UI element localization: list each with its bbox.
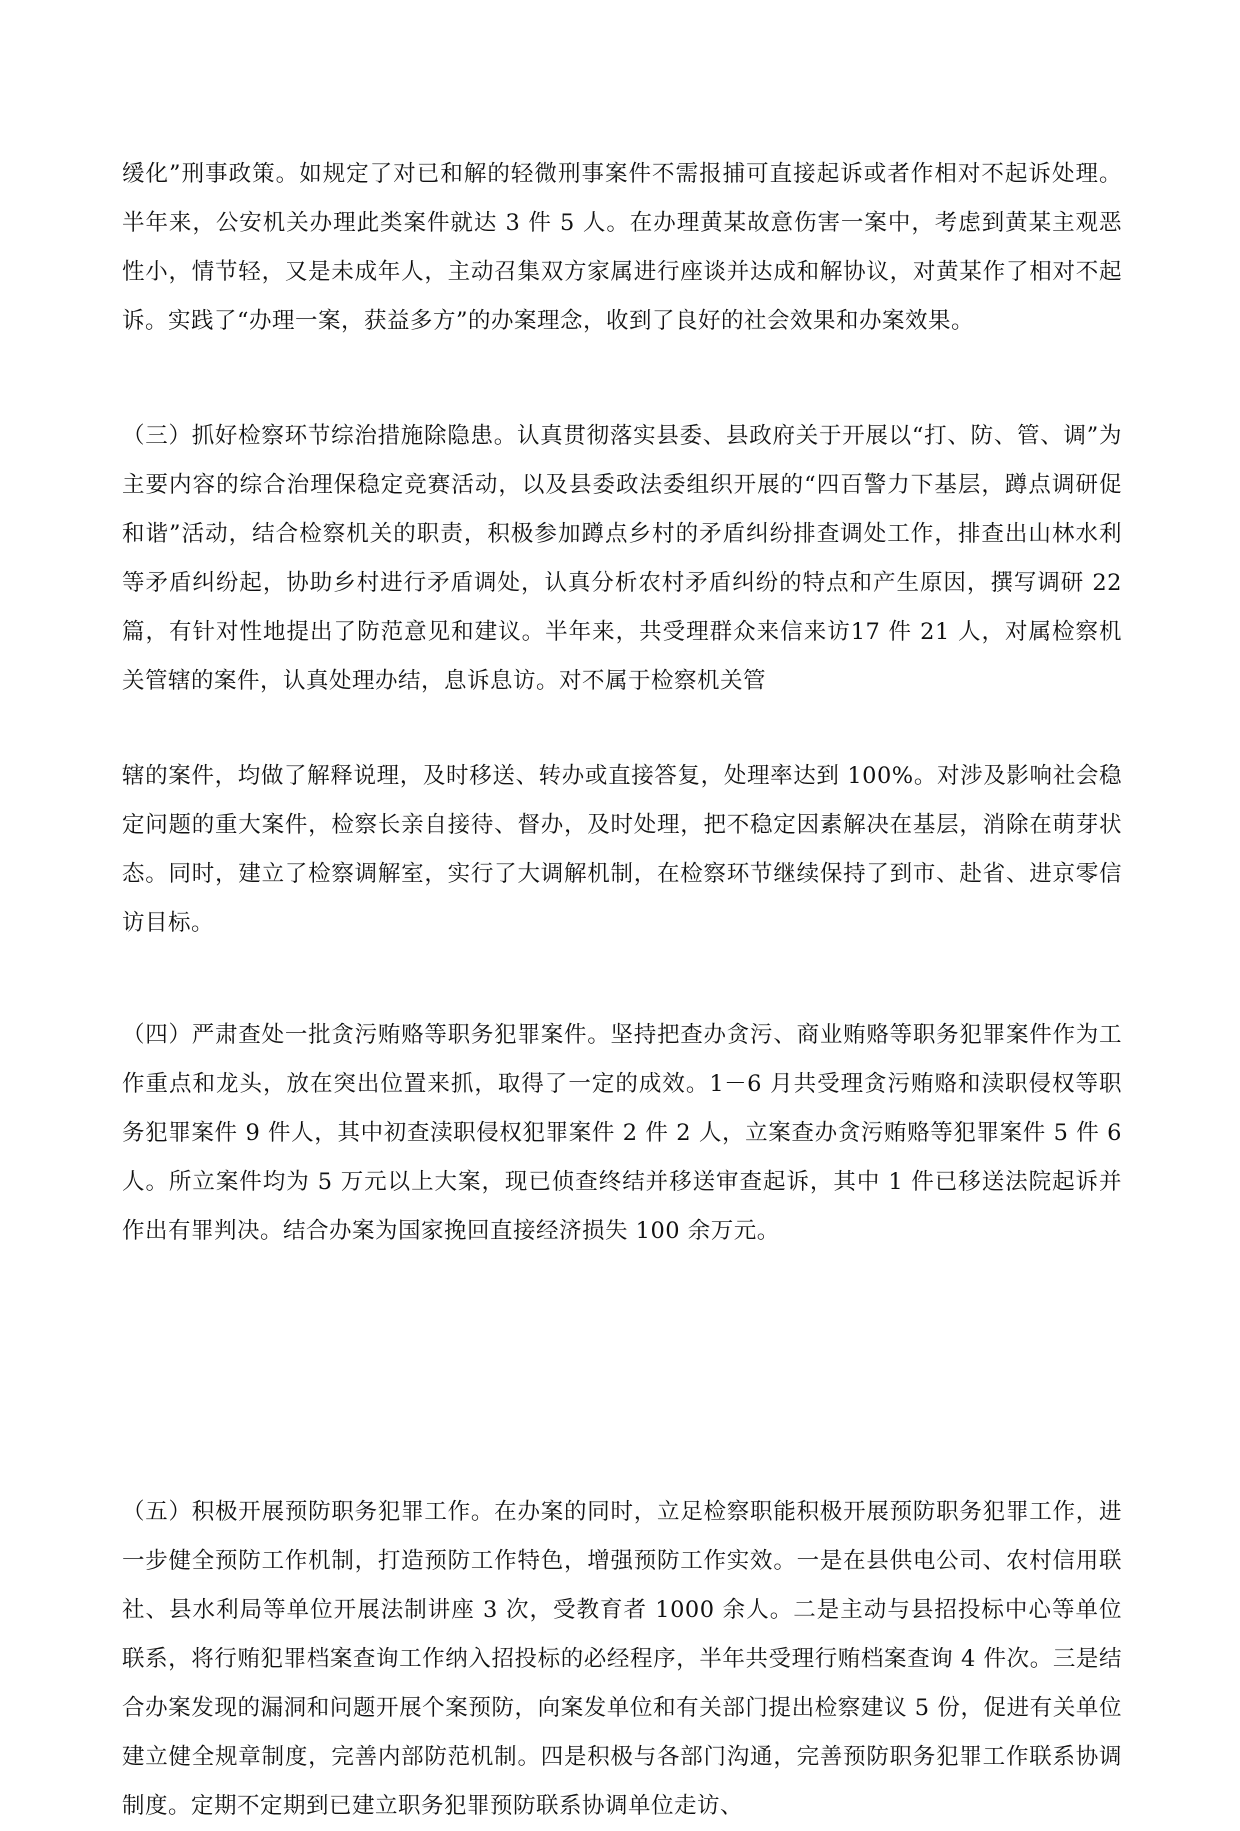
paragraph-section-3: （三）抓好检察环节综治措施除隐患。认真贯彻落实县委、县政府关于开展以“打、防、管、调”为主要内容的综合治理保稳定竞赛活动，以及县委政法委组织开展的“四百警力下基层，蹲点调研促和谐”活动，结合检察机关的职责，积极参加蹲点乡村的矛盾纠纷排查调处工作，排查出山林水利等矛盾纠纷起，协助乡村进行矛盾调处，认真分析农村矛盾纠纷的特点和产生原因，撰写调研 22 篇，有针对性地提出了防范意见和建议。半年来，共受理群众来信来访17 件 21 人，对属检察机关管辖的案件，认真处理办结，息诉息访。对不属于检察机关管 [122, 423, 1122, 694]
paragraph-section-4: （四）严肃查处一批贪污贿赂等职务犯罪案件。坚持把查办贪污、商业贿赂等职务犯罪案件作为工作重点和龙头，放在突出位置来抓，取得了一定的成效。1－6 月共受理贪污贿赂和渎职侵权等职务犯罪案件 9 件人，其中初查渎职侵权犯罪案件 2 件 2 人，立案查办贪污贿赂等犯罪案件 5 件 6 人。所立案件均为 5 万元以上大案，现已侦查终结并移送审查起诉，其中 1 件已移送法院起诉并作出有罪判决。结合办案为国家挽回直接经济损失 100 余万元。 [122, 1022, 1122, 1244]
paragraph-section-3-continued: 辖的案件，均做了解释说理，及时移送、转办或直接答复，处理率达到 100%。对涉及影响社会稳定问题的重大案件，检察长亲自接待、督办，及时处理，把不稳定因素解决在基层，消除在萌芽状态。同时，建立了检察调解室，实行了大调解机制，在检察环节继续保持了到市、赴省、进京零信访目标。 [122, 763, 1122, 936]
paragraph-section-5: （五）积极开展预防职务犯罪工作。在办案的同时，立足检察职能积极开展预防职务犯罪工作，进一步健全预防工作机制，打造预防工作特色，增强预防工作实效。一是在县供电公司、农村信用联社、县水利局等单位开展法制讲座 3 次，受教育者 1000 余人。二是主动与县招投标中心等单位联系，将行贿犯罪档案查询工作纳入招投标的必经程序，半年共受理行贿档案查询 4 件次。三是结合办案发现的漏洞和问题开展个案预防，向案发单位和有关部门提出检察建议 5 份，促进有关单位建立健全规章制度，完善内部防范机制。四是积极与各部门沟通，完善预防职务犯罪工作联系协调制度。定期不定期到已建立职务犯罪预防联系协调单位走访、 [122, 1499, 1122, 1819]
paragraph-mediation-cases: 缓化”刑事政策。如规定了对已和解的轻微刑事案件不需报捕可直接起诉或者作相对不起诉处理。半年来，公安机关办理此类案件就达 3 件 5 人。在办理黄某故意伤害一案中，考虑到黄某主观恶性小，情节轻，又是未成年人，主动召集双方家属进行座谈并达成和解协议，对黄某作了相对不起诉。实践了“办理一案，获益多方”的办案理念，收到了良好的社会效果和办案效果。 [122, 161, 1122, 334]
